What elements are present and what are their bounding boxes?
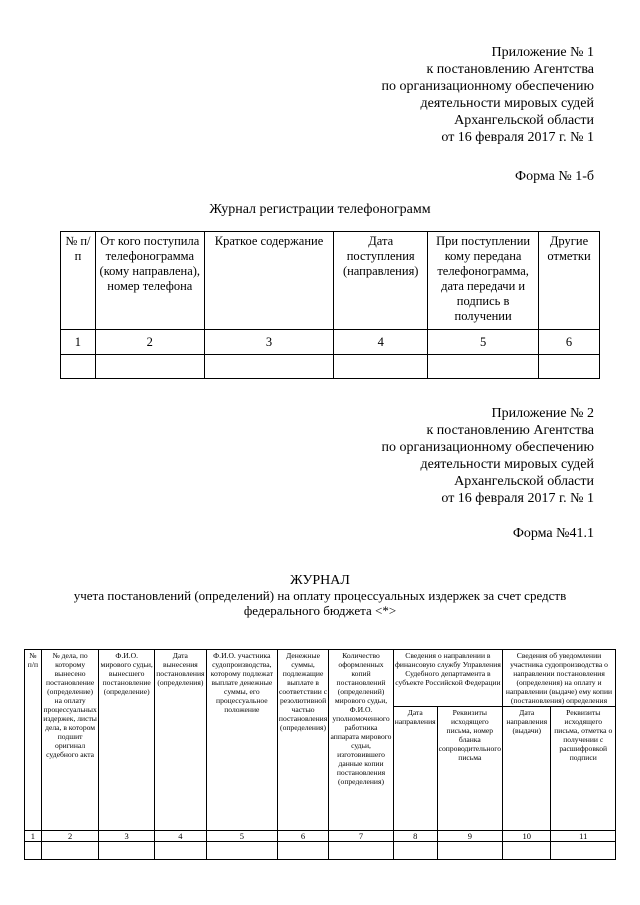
empty-cell xyxy=(428,355,539,379)
header-cell: Ф.И.О. мирового судьи, вынесшего постановление (определение) xyxy=(99,650,155,831)
empty-cell xyxy=(41,842,99,860)
form-41-1-label: Форма №41.1 xyxy=(512,526,594,541)
journal-2-title xyxy=(0,573,640,618)
appendix-1-line: по организационному обеспечению xyxy=(381,79,594,94)
appendix-2-line: деятельности мировых судей xyxy=(420,457,594,472)
empty-cell xyxy=(95,355,204,379)
column-number: 10 xyxy=(503,831,551,842)
header-cell: № п/п xyxy=(61,232,96,330)
appendix-1-line: деятельности мировых судей xyxy=(420,96,594,111)
column-number: 2 xyxy=(95,330,204,355)
column-number: 5 xyxy=(206,831,277,842)
journal-2-title-line: федерального бюджета <*> xyxy=(243,603,397,618)
empty-cell xyxy=(99,842,155,860)
column-number: 6 xyxy=(277,831,328,842)
empty-cell xyxy=(204,355,334,379)
group-header-cell: Сведения о направлении в финансовую службу Управления Судебного департамента в субъекте Российской Федерации xyxy=(393,650,502,707)
header-cell: Дата поступления (направления) xyxy=(334,232,428,330)
empty-cell xyxy=(206,842,277,860)
appendix-2-line: по организационному обеспечению xyxy=(381,440,594,455)
appendix-1-header xyxy=(381,44,594,146)
appendix-2-line: Приложение № 2 xyxy=(491,406,594,421)
header-cell: От кого поступила телефонограмма (кому направлена), номер телефона xyxy=(95,232,204,330)
subheader-cell: Дата направления (выдачи) xyxy=(503,707,551,831)
column-number: 4 xyxy=(154,831,206,842)
column-number: 5 xyxy=(428,330,539,355)
appendix-1-line: Приложение № 1 xyxy=(491,45,594,60)
column-number: 4 xyxy=(334,330,428,355)
column-number: 2 xyxy=(41,831,99,842)
empty-cell xyxy=(25,842,42,860)
empty-cell xyxy=(334,355,428,379)
header-cell: Дата вынесения постановления (определения) xyxy=(154,650,206,831)
empty-cell xyxy=(437,842,502,860)
column-number: 3 xyxy=(99,831,155,842)
header-cell: При поступлении кому передана телефонограмма, дата передачи и подпись в получении xyxy=(428,232,539,330)
empty-cell xyxy=(393,842,437,860)
subheader-cell: Реквизиты исходящего письма, отметка о получении с расшифровкой подписи xyxy=(551,707,616,831)
header-cell: Ф.И.О. участника судопроизводства, которому подлежат выплате денежные суммы, его процессуальное положение xyxy=(206,650,277,831)
header-cell: Другие отметки xyxy=(539,232,600,330)
journal-2-title-line: учета постановлений (определений) на оплату процессуальных издержек за счет средств xyxy=(73,588,567,603)
header-cell: № п/п xyxy=(25,650,42,831)
appendix-2-line: от 16 февраля 2017 г. № 1 xyxy=(441,491,594,506)
column-number: 7 xyxy=(329,831,394,842)
appendix-2-line: к постановлению Агентства xyxy=(426,423,594,438)
empty-cell xyxy=(503,842,551,860)
appendix-2-header xyxy=(381,405,594,507)
form-1-label: Форма № 1-б xyxy=(515,169,594,184)
empty-cell xyxy=(61,355,96,379)
column-number: 3 xyxy=(204,330,334,355)
header-cell: Краткое содержание xyxy=(204,232,334,330)
appendix-1-line: Архангельской области xyxy=(454,113,594,128)
header-cell: Денежные суммы, подлежащие выплате в соответствии с резолютивной частью постановления (определения) xyxy=(277,650,328,831)
empty-cell xyxy=(551,842,616,860)
empty-cell xyxy=(539,355,600,379)
empty-cell xyxy=(154,842,206,860)
appendix-1-line: к постановлению Агентства xyxy=(426,62,594,77)
journal-2-title-main: ЖУРНАЛ xyxy=(290,573,350,588)
column-number: 9 xyxy=(437,831,502,842)
telephonogram-table xyxy=(60,231,600,379)
appendix-2-line: Архангельской области xyxy=(454,474,594,489)
column-number: 1 xyxy=(61,330,96,355)
column-number: 11 xyxy=(551,831,616,842)
empty-cell xyxy=(277,842,328,860)
header-cell: Количество оформленных копий постановлений (определений) мирового судьи, Ф.И.О. уполномоченного работника аппарата мирового судьи, изготовившего данные копии постановления (определения) xyxy=(329,650,394,831)
journal-1-title: Журнал регистрации телефонограмм xyxy=(209,202,431,217)
appendix-1-line: от 16 февраля 2017 г. № 1 xyxy=(441,130,594,145)
court-decisions-table xyxy=(24,649,616,860)
column-number: 6 xyxy=(539,330,600,355)
column-number: 8 xyxy=(393,831,437,842)
column-number: 1 xyxy=(25,831,42,842)
header-cell: № дела, по которому вынесено постановление (определение) на оплату процессуальных издержек, листы дела, в котором подшит оригинал судебного акта xyxy=(41,650,99,831)
group-header-cell: Сведения об уведомлении участника судопроизводства о направлении постановления (определения) на оплату и направлении (выдаче) ему копии (постановления) определения xyxy=(503,650,616,707)
empty-cell xyxy=(329,842,394,860)
subheader-cell: Реквизиты исходящего письма, номер бланка сопроводительного письма xyxy=(437,707,502,831)
subheader-cell: Дата направления xyxy=(393,707,437,831)
